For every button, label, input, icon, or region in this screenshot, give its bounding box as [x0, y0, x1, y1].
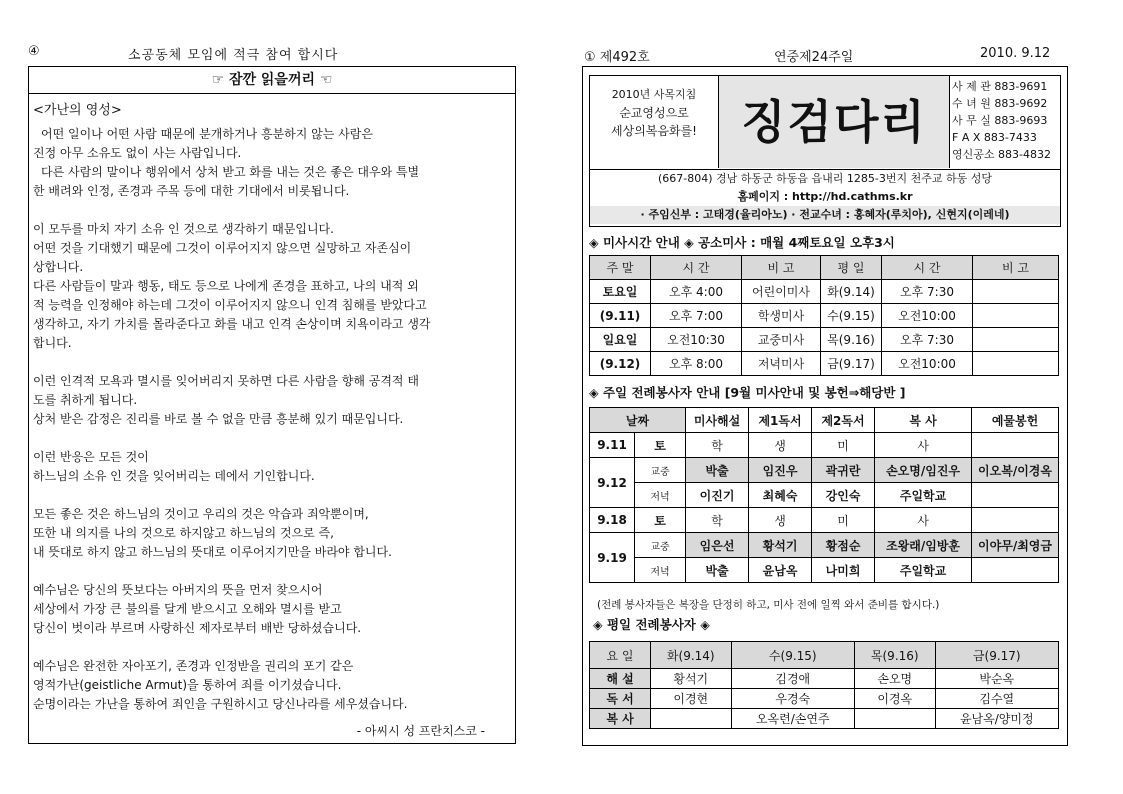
- server-cell: 임은선: [686, 533, 749, 558]
- masthead: [589, 75, 1061, 227]
- text-line: 어떤 일이나 어떤 사람 때문에 분개하거나 흥분하지 않는 사람은: [41, 127, 373, 141]
- mass-note: [973, 352, 1059, 376]
- paragraph: [33, 220, 511, 353]
- table-row: [590, 709, 1059, 729]
- table-row: [590, 458, 1059, 483]
- clergy: · 주임신부 : 고태경(율리아노) · 전교수녀 : 홍혜자(루치아), 신현지(이레네): [590, 206, 1060, 224]
- weekend-day: 일요일: [590, 328, 651, 352]
- table-row: [590, 508, 1059, 533]
- text-line: 합니다.: [33, 336, 72, 350]
- server-cell: 오옥련/손연주: [731, 709, 854, 729]
- table-header: 미사해설: [686, 408, 749, 433]
- mass-type: 교중: [635, 533, 686, 558]
- reading-box-title: ☞ 잠깐 읽을꺼리 ☜: [29, 67, 515, 94]
- server-cell: 이진기: [686, 483, 749, 508]
- pastoral-line: 순교영성으로: [619, 106, 689, 120]
- bulletin-frame: [582, 66, 1068, 746]
- table-row: [590, 408, 1059, 433]
- pastoral-line: 2010년 사목지침: [611, 88, 697, 101]
- server-cell: 이경현: [651, 689, 732, 709]
- server-cell: 사: [875, 508, 972, 533]
- text-line: 진정 아무 소유도 없이 사는 사람입니다.: [33, 146, 242, 160]
- table-row: [590, 669, 1059, 689]
- mass-time: 오후 8:00: [651, 352, 742, 376]
- pastoral-guideline: [590, 76, 719, 168]
- parish-info: [590, 169, 1060, 224]
- text-line: 한 배려와 인정, 존경과 주목 등에 대한 기대에서 비롯됩니다.: [33, 184, 350, 198]
- weekday-day: 수(9.15): [821, 304, 882, 328]
- server-cell: 김수열: [935, 689, 1058, 709]
- table-row: [590, 642, 1059, 669]
- server-cell: 학: [686, 433, 749, 458]
- weekday-day: 목(9.16): [821, 328, 882, 352]
- mass-note: [973, 280, 1059, 304]
- server-cell: 생: [749, 508, 812, 533]
- paragraph: [33, 581, 511, 638]
- weekday-day: 금(9.17): [821, 352, 882, 376]
- liturgical-week: 연중제24주일: [774, 50, 854, 65]
- weekday-day: 화(9.14): [821, 280, 882, 304]
- server-cell: 생: [749, 433, 812, 458]
- contact-line: F A X 883-7433: [952, 131, 1037, 144]
- server-cell: 주일학교: [875, 483, 972, 508]
- text-line: 순명이라는 가난을 통하여 죄인을 구원하시고 당신나라를 세우셨습니다.: [33, 697, 408, 711]
- server-cell: 최혜숙: [749, 483, 812, 508]
- table-header: 화(9.14): [651, 642, 732, 669]
- text-line: 또한 내 의지를 나의 것으로 하지않고 하느님의 것으로 즉,: [33, 526, 334, 540]
- mass-note: [973, 328, 1059, 352]
- mass-note: [973, 304, 1059, 328]
- table-row: [590, 689, 1059, 709]
- service-date: 9.11: [590, 433, 635, 458]
- text-line: 내 뜻대로 하지 않고 하느님의 뜻대로 이루어지기만을 바라야 합니다.: [33, 545, 392, 559]
- mass-times-title: ◈ 미사시간 안내 ◈ 공소미사 : 매월 4째토요일 오후3시: [589, 235, 895, 250]
- text-line: 영적가난(geistliche Armut)을 통하여 죄를 이기셨습니다.: [33, 678, 342, 692]
- sunday-servers-table: [589, 407, 1059, 583]
- reading-signature: - 아씨시 성 프란치스코 -: [356, 724, 485, 738]
- server-cell: 우경숙: [731, 689, 854, 709]
- table-header: 시 간: [882, 256, 973, 280]
- table-row: [590, 558, 1059, 583]
- table-header: 시 간: [651, 256, 742, 280]
- mass-time: 오후 4:00: [651, 280, 742, 304]
- server-cell: 손오명: [854, 669, 935, 689]
- issue-number: ① 제492호: [584, 50, 650, 65]
- server-cell: 김경애: [731, 669, 854, 689]
- text-line: 모든 좋은 것은 하느님의 것이고 우리의 것은 악습과 죄악뿐이며,: [33, 507, 369, 521]
- server-cell: 황석기: [651, 669, 732, 689]
- table-row: [590, 433, 1059, 458]
- mass-times-table: [589, 255, 1059, 376]
- table-header: 수(9.15): [731, 642, 854, 669]
- server-cell: 박출: [686, 558, 749, 583]
- mass-time: 오전10:30: [651, 328, 742, 352]
- table-row: [590, 352, 1059, 376]
- text-line: 예수님은 완전한 자아포기, 존경과 인정받을 권리의 포기 같은: [33, 659, 354, 673]
- server-cell: 미: [812, 433, 875, 458]
- server-cell: 사: [875, 433, 972, 458]
- table-header: 평 일: [821, 256, 882, 280]
- table-header: 금(9.17): [935, 642, 1058, 669]
- contact-line: 영신공소 883-4832: [952, 148, 1051, 161]
- table-header: 비 고: [973, 256, 1059, 280]
- text-line: 상합니다.: [33, 260, 84, 274]
- bulletin-logo: 징검다리: [719, 76, 950, 168]
- contact-list: [952, 78, 1058, 163]
- server-cell: 이오복/이경옥: [972, 458, 1059, 483]
- paragraph: [33, 505, 511, 562]
- server-cell: 임진우: [749, 458, 812, 483]
- server-cell: 박출: [686, 458, 749, 483]
- text-line: 이런 인격적 모욕과 멸시를 잊어버리지 못하면 다른 사람을 향해 공격적 태: [33, 374, 419, 388]
- server-cell: [972, 483, 1059, 508]
- table-header: 제1독서: [749, 408, 812, 433]
- server-cell: 곽귀란: [812, 458, 875, 483]
- server-cell: 강인숙: [812, 483, 875, 508]
- text-line: 적 능력을 인정해야 하는데 그것이 이루어지지 않으니 인격 침해를 받았다고: [33, 298, 427, 312]
- server-cell: 박순옥: [935, 669, 1058, 689]
- text-line: 상처 받은 감정은 진리를 바로 볼 수 없을 만큼 흥분해 있기 때문입니다.: [33, 412, 404, 426]
- mass-type: 교중: [635, 458, 686, 483]
- service-date: 9.18: [590, 508, 635, 533]
- weekday-servers-table: [589, 641, 1059, 729]
- pastoral-line: 세상의복음화를!: [611, 124, 697, 138]
- mass-note: 어린이미사: [742, 280, 821, 304]
- contact-line: 사 제 관 883-9691: [952, 80, 1048, 93]
- server-cell: 윤남옥/양미정: [935, 709, 1058, 729]
- server-cell: [854, 709, 935, 729]
- table-row: [590, 328, 1059, 352]
- text-line: 이 모두를 마치 자기 소유 인 것으로 생각하기 때문입니다.: [33, 222, 334, 236]
- table-row: [590, 483, 1059, 508]
- text-line: 이런 반응은 모든 것이: [33, 450, 149, 464]
- table-header: 날짜: [590, 408, 686, 433]
- service-date: 9.19: [590, 533, 635, 583]
- table-row: [590, 533, 1059, 558]
- table-header: 비 고: [742, 256, 821, 280]
- right-page-header: [584, 44, 1064, 66]
- server-cell: 나미희: [812, 558, 875, 583]
- mass-time: 오전10:00: [882, 352, 973, 376]
- server-cell: 미: [812, 508, 875, 533]
- service-weekday: 토: [635, 508, 686, 533]
- server-cell: 학: [686, 508, 749, 533]
- weekend-day: 토요일: [590, 280, 651, 304]
- mass-time: 오후 7:30: [882, 328, 973, 352]
- contact-line: 사 무 실 883-9693: [952, 114, 1048, 127]
- role-label: 복 사: [590, 709, 651, 729]
- paragraph: [33, 657, 511, 714]
- left-page-header: [28, 44, 516, 64]
- table-header: 예물봉헌: [972, 408, 1059, 433]
- reading-box: [28, 66, 516, 744]
- server-cell: [972, 508, 1059, 533]
- mass-note: 저녁미사: [742, 352, 821, 376]
- mass-type: 저녁: [635, 558, 686, 583]
- text-line: 다른 사람의 말이나 행위에서 상처 받고 화를 내는 것은 좋은 대우와 특별: [41, 165, 420, 179]
- servers-title: ◈ 주일 전례봉사자 안내 [9월 미사안내 및 봉헌⇒해당반 ]: [589, 385, 906, 400]
- server-cell: 주일학교: [875, 558, 972, 583]
- reading-body: [33, 125, 511, 714]
- left-page-slogan: 소공동체 모임에 적극 참여 합시다: [128, 48, 339, 63]
- table-row: [590, 280, 1059, 304]
- server-cell: [651, 709, 732, 729]
- server-cell: 황점순: [812, 533, 875, 558]
- servers-note: (전례 봉사자들은 복장을 단정히 하고, 미사 전에 일찍 와서 준비를 합시다.): [597, 599, 940, 611]
- server-cell: 손오명/임진우: [875, 458, 972, 483]
- text-line: 생각하고, 자기 가치를 몰라준다고 화를 내고 인격 손상이며 치욕이라고 생각: [33, 317, 431, 331]
- paragraph: [33, 448, 511, 486]
- role-label: 해 설: [590, 669, 651, 689]
- server-cell: 조왕래/임방훈: [875, 533, 972, 558]
- weekend-day: (9.11): [590, 304, 651, 328]
- table-header: 제2독서: [812, 408, 875, 433]
- table-header: 요 일: [590, 642, 651, 669]
- text-line: 당신이 벗이라 부르며 사랑하신 제자로부터 배반 당하셨습니다.: [33, 621, 362, 635]
- reading-subtitle: <가난의 영성>: [33, 103, 122, 118]
- service-weekday: 토: [635, 433, 686, 458]
- paragraph: [33, 125, 511, 201]
- text-line: 다른 사람들이 말과 행동, 태도 등으로 나에게 존경을 표하고, 나의 내적 외: [33, 279, 419, 293]
- role-label: 독 서: [590, 689, 651, 709]
- contact-line: 수 녀 원 883-9692: [952, 97, 1048, 110]
- server-cell: 윤남옥: [749, 558, 812, 583]
- server-cell: [972, 433, 1059, 458]
- mass-time: 오후 7:00: [651, 304, 742, 328]
- mass-time: 오후 7:30: [882, 280, 973, 304]
- left-page-number: ④: [28, 44, 40, 59]
- weekend-day: (9.12): [590, 352, 651, 376]
- server-cell: 이야무/최영금: [972, 533, 1059, 558]
- table-header: 복 사: [875, 408, 972, 433]
- table-header: 목(9.16): [854, 642, 935, 669]
- address: (667-804) 경남 하동군 하동읍 읍내리 1285-3번지 천주교 하동 성당: [658, 172, 992, 185]
- table-header: 주 말: [590, 256, 651, 280]
- service-date: 9.12: [590, 458, 635, 508]
- mass-type: 저녁: [635, 483, 686, 508]
- table-row: [590, 304, 1059, 328]
- text-line: 어떤 것을 기대했기 때문에 그것이 이루어지지 않으면 실망하고 자존심이: [33, 241, 412, 255]
- server-cell: 황석기: [749, 533, 812, 558]
- text-line: 하느님의 소유 인 것을 잊어버리는 데에서 기인합니다.: [33, 469, 315, 483]
- text-line: 예수님은 당신의 뜻보다는 아버지의 뜻을 먼저 찾으시어: [33, 583, 323, 597]
- mass-note: 교중미사: [742, 328, 821, 352]
- issue-date: 2010. 9.12: [980, 46, 1051, 61]
- homepage: 홈페이지 : http://hd.cathms.kr: [737, 190, 913, 203]
- paragraph: [33, 372, 511, 429]
- server-cell: [972, 558, 1059, 583]
- server-cell: 이경옥: [854, 689, 935, 709]
- text-line: 세상에서 가장 큰 불의를 달게 받으시고 오해와 멸시를 받고: [33, 602, 342, 616]
- text-line: 도를 취하게 됩니다.: [33, 393, 138, 407]
- mass-time: 오전10:00: [882, 304, 973, 328]
- weekday-servers-title: ◈ 평일 전례봉사자 ◈: [593, 617, 710, 632]
- mass-note: 학생미사: [742, 304, 821, 328]
